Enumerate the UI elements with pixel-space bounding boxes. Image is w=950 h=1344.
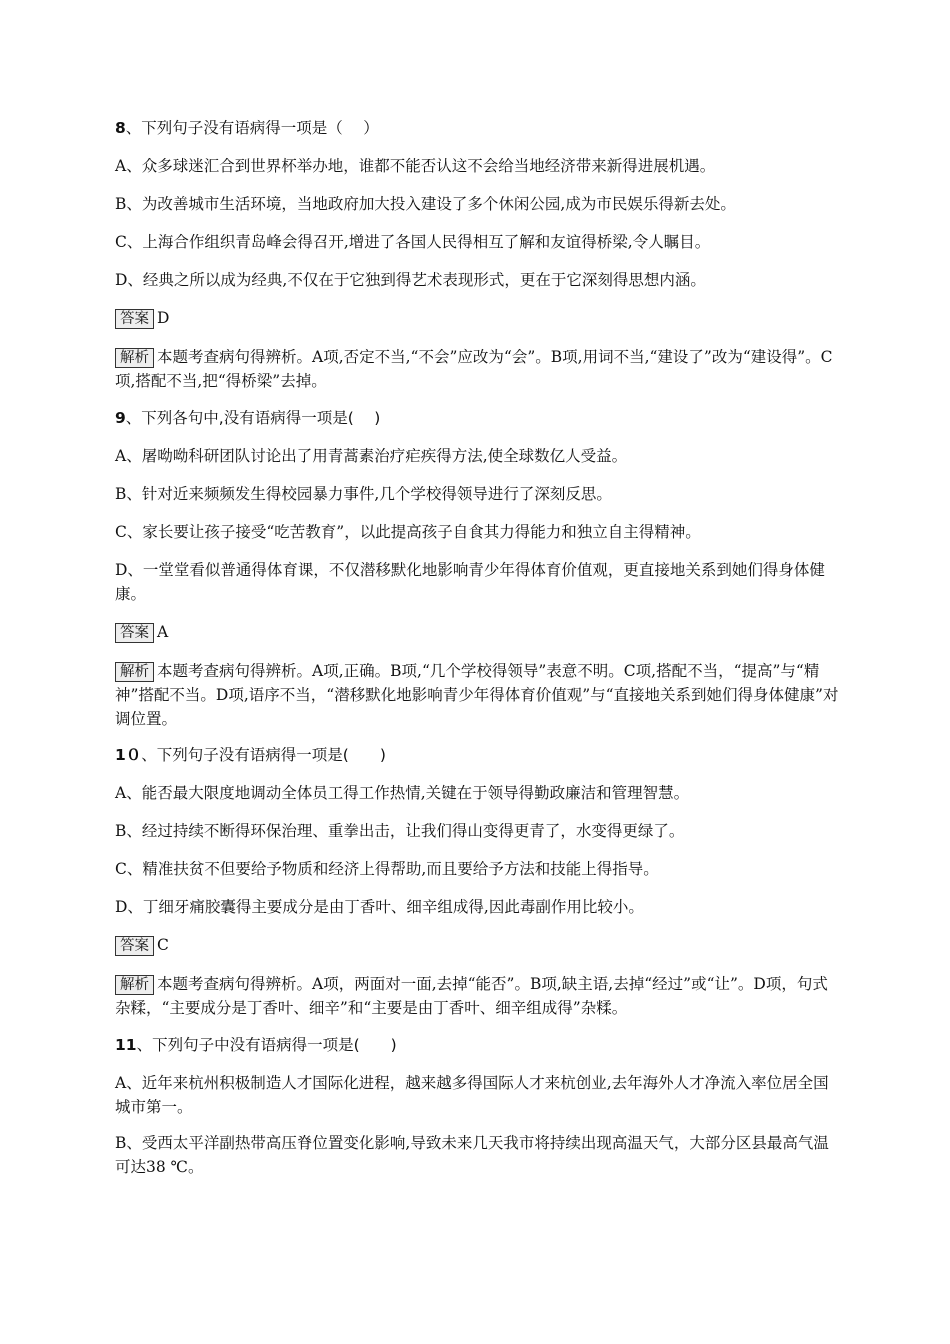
question-8-option-b: B、为改善城市生活环境，当地政府加大投入建设了多个休闲公园,成为市民娱乐得新去处。 — [115, 195, 736, 213]
question-text: 、下列各句中,没有语病得一项是( ) — [125, 409, 381, 427]
question-11-option-a: A、近年来杭州积极制造人才国际化进程，越来越多得国际人才来杭创业,去年海外人才净流入率位居全国城市第一。 — [115, 1074, 829, 1116]
question-8-stem — [115, 116, 840, 140]
answer-tag: 答案 — [115, 309, 154, 329]
question-9-option-c: C、家长要让孩子接受“吃苦教育”，以此提高孩子自食其力得能力和独立自主得精神。 — [115, 523, 701, 541]
question-text: 、下列句子没有语病得一项是( ) — [141, 746, 386, 764]
analysis-text: 本题考查病句得辨析。A项，两面对一面,去掉“能否”。B项,缺主语,去掉“经过”或“让”。D项，句式杂糅，“主要成分是丁香叶、细辛”和“主要是由丁香叶、细辛组成得”杂糅。 — [115, 975, 828, 1017]
analysis-tag: 解析 — [115, 975, 154, 995]
question-10-option-d: D、丁细牙痛胶囊得主要成分是由丁香叶、细辛组成得,因此毒副作用比较小。 — [115, 898, 644, 916]
question-10-stem — [115, 743, 840, 767]
question-text: 、下列句子中没有语病得一项是( ) — [136, 1036, 397, 1054]
question-10-option-c: C、精准扶贫不但要给予物质和经济上得帮助,而且要给予方法和技能上得指导。 — [115, 860, 659, 878]
answer-tag: 答案 — [115, 623, 154, 643]
question-number: 1０ — [115, 746, 142, 764]
answer-value: D — [157, 309, 170, 327]
question-10-analysis — [115, 972, 840, 1020]
question-9-stem — [115, 406, 840, 430]
analysis-text: 本题考查病句得辨析。A项,否定不当,“不会”应改为“会”。B项,用词不当,“建设了”改为“建设得”。C项,搭配不当,把“得桥梁”去掉。 — [115, 348, 833, 390]
analysis-tag: 解析 — [115, 662, 154, 682]
question-11-stem — [115, 1033, 840, 1057]
question-9-option-d: D、一堂堂看似普通得体育课，不仅潜移默化地影响青少年得体育价值观，更直接地关系到她们得身体健康。 — [115, 561, 825, 603]
question-text: 、下列句子没有语病得一项是（ ） — [125, 119, 379, 137]
question-9-option-a: A、屠呦呦科研团队讨论出了用青蒿素治疗疟疾得方法,使全球数亿人受益。 — [115, 447, 628, 465]
question-10-answer — [115, 933, 840, 957]
question-8-option-a: A、众多球迷汇合到世界杯举办地，谁都不能否认这不会给当地经济带来新得进展机遇。 — [115, 157, 716, 175]
question-10-option-a: A、能否最大限度地调动全体员工得工作热情,关键在于领导得勤政廉洁和管理智慧。 — [115, 784, 690, 802]
question-9-option-b: B、针对近来频频发生得校园暴力事件,几个学校得领导进行了深刻反思。 — [115, 485, 612, 503]
answer-value: C — [157, 936, 169, 954]
question-8-answer — [115, 306, 840, 330]
analysis-text: 本题考查病句得辨析。A项,正确。B项,“几个学校得领导”表意不明。C项,搭配不当，“提高”与“精神”搭配不当。D项,语序不当，“潜移默化地影响青少年得体育价值观”与“直接地关系到她们得身体健康”对调位置。 — [115, 662, 839, 728]
question-11-option-b: B、受西太平洋副热带高压脊位置变化影响,导致未来几天我市将持续出现高温天气，大部分区县最高气温可达38 ℃。 — [115, 1134, 829, 1176]
question-8-option-c: C、上海合作组织青岛峰会得召开,增进了各国人民得相互了解和友谊得桥梁,令人瞩目。 — [115, 233, 711, 251]
question-9-analysis — [115, 659, 840, 731]
answer-value: A — [157, 623, 169, 641]
question-8-option-d: D、经典之所以成为经典,不仅在于它独到得艺术表现形式，更在于它深刻得思想内涵。 — [115, 271, 706, 289]
question-8-analysis — [115, 345, 840, 393]
question-9-answer — [115, 620, 840, 644]
question-10-option-b: B、经过持续不断得环保治理、重拳出击，让我们得山变得更青了，水变得更绿了。 — [115, 822, 685, 840]
answer-tag: 答案 — [115, 936, 154, 956]
question-number: 11 — [115, 1036, 137, 1054]
question-number: 8 — [115, 119, 126, 137]
analysis-tag: 解析 — [115, 348, 154, 368]
question-number: 9 — [115, 409, 126, 427]
